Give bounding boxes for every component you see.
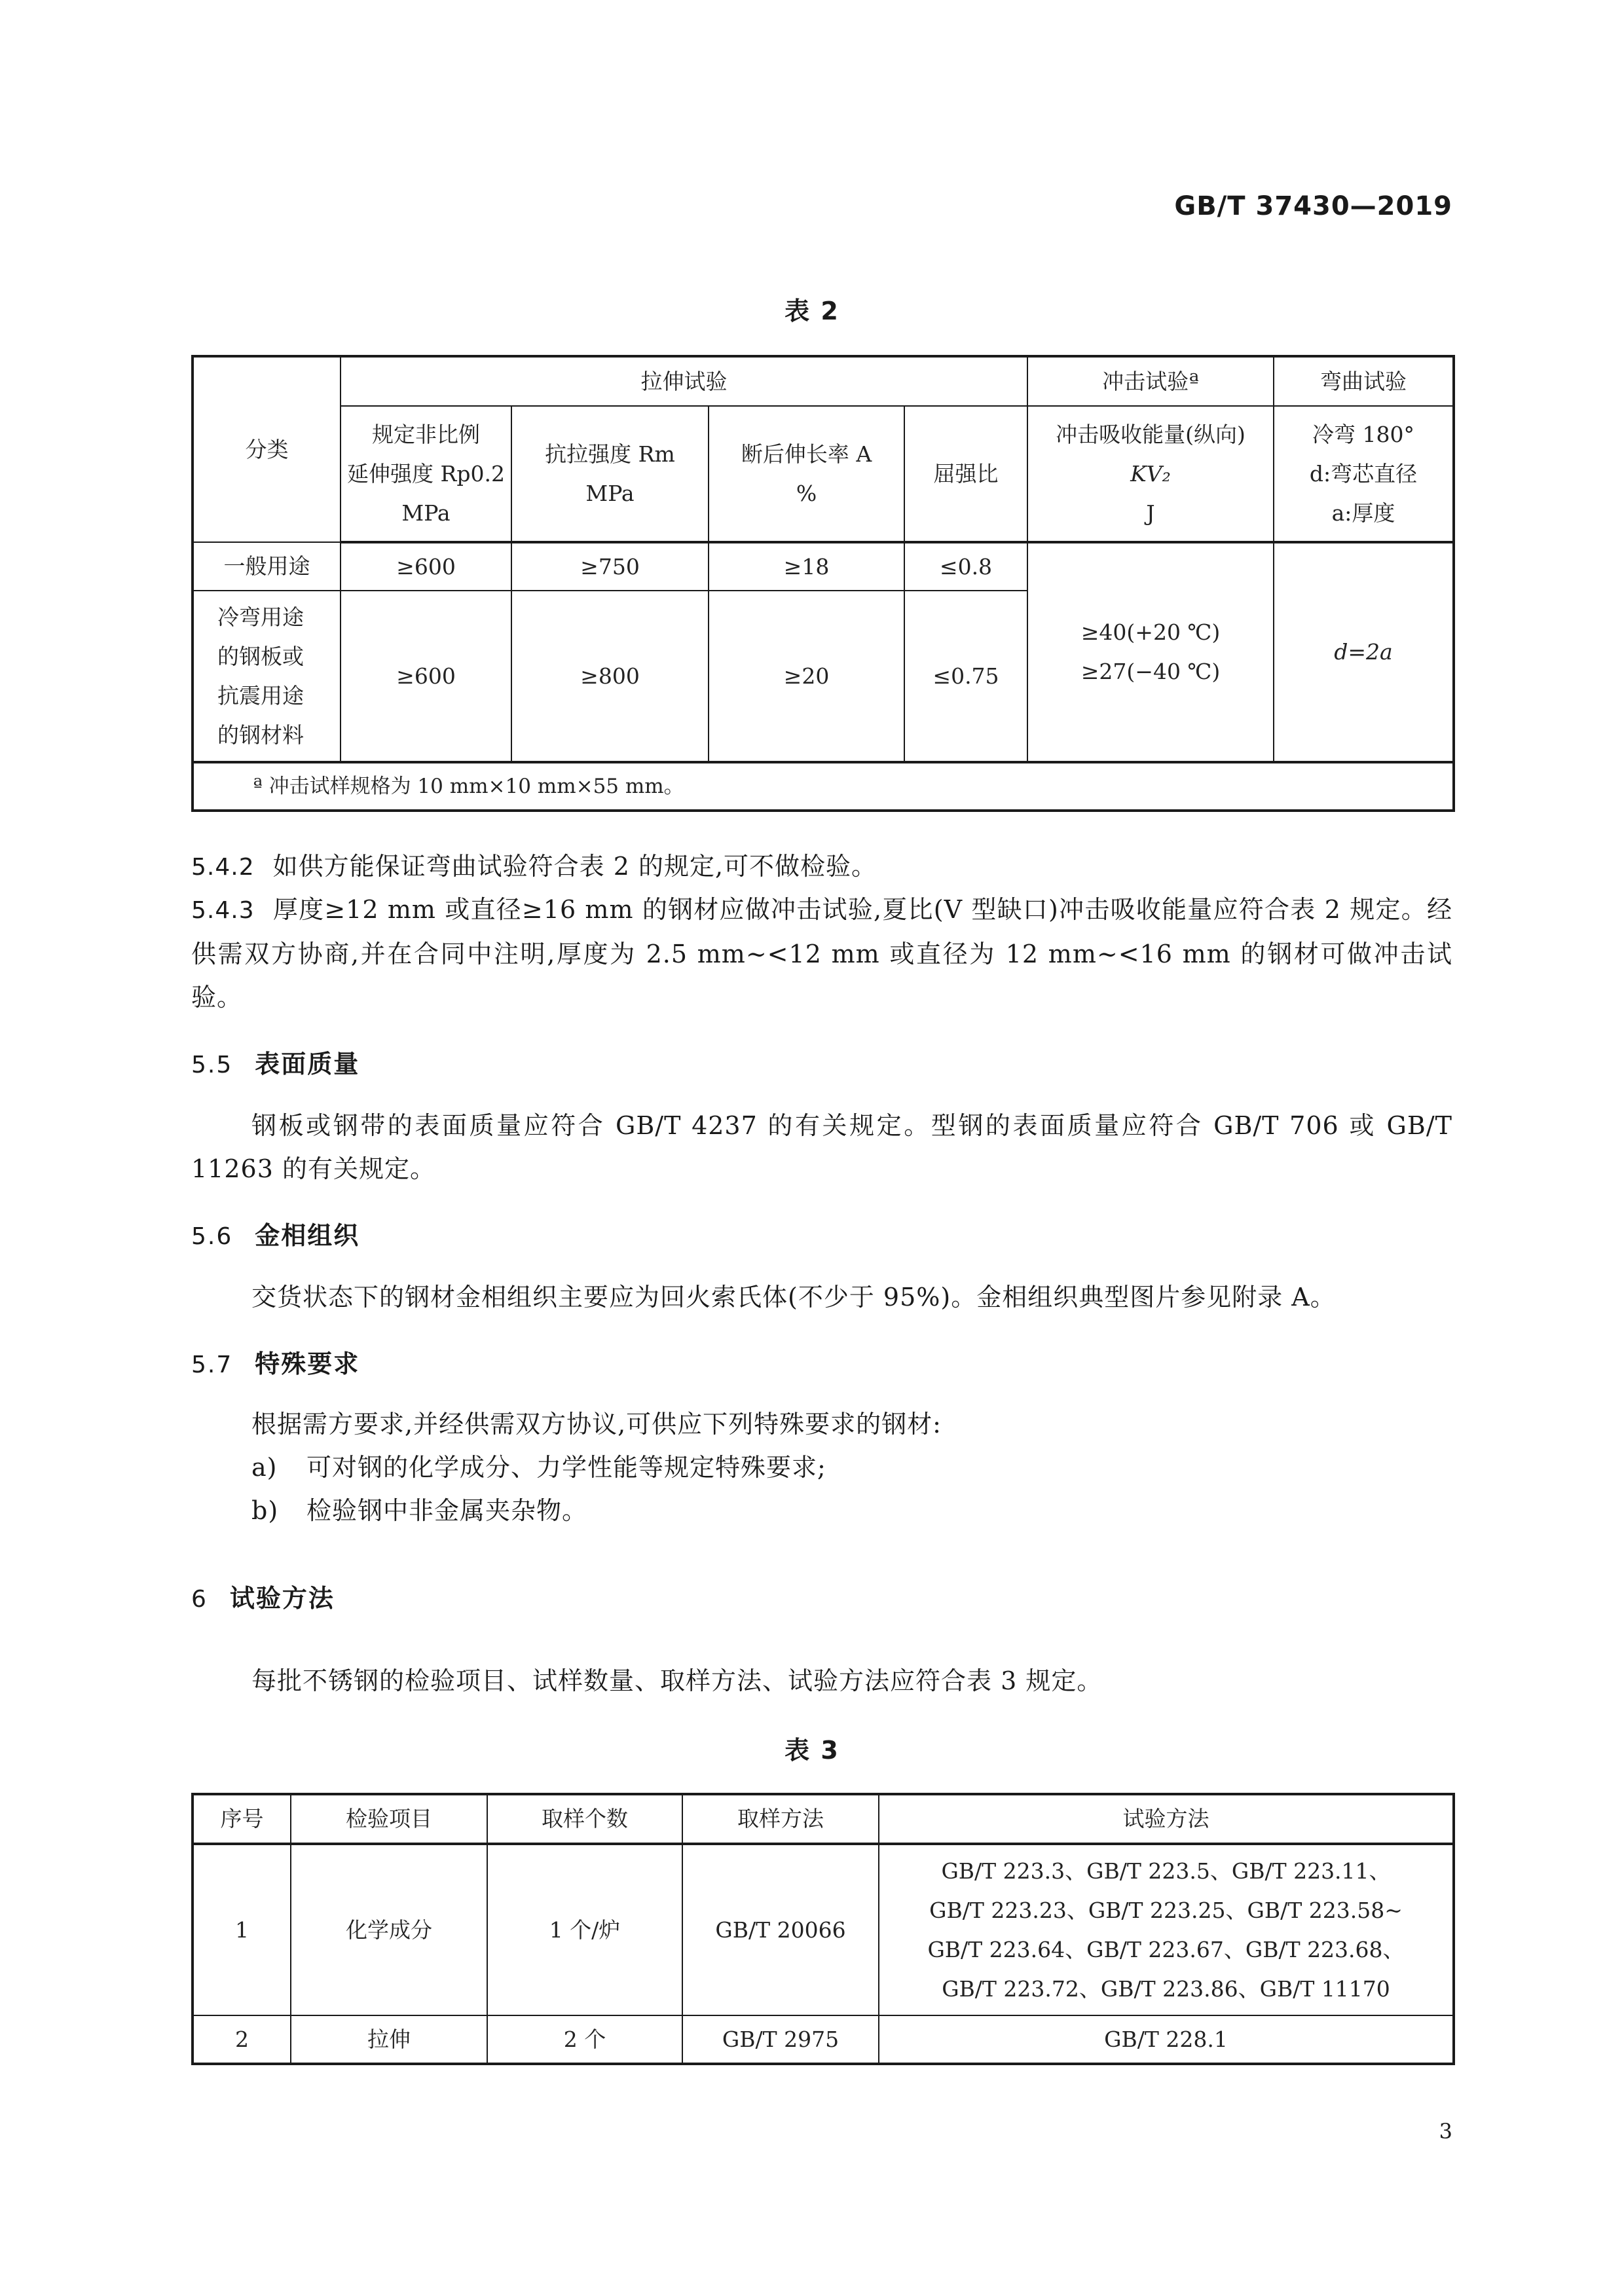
row2-category-line1: 冷弯用途: [217, 604, 304, 630]
row2-no: 2: [193, 2015, 291, 2064]
section-title: 表面质量: [255, 1050, 360, 1078]
list-text: 可对钢的化学成分、力学性能等规定特殊要求;: [306, 1453, 826, 1482]
clause-5-4-2: [191, 845, 1452, 889]
method-line: GB/T 223.64、GB/T 223.67、GB/T 223.68、: [927, 1936, 1405, 1962]
table-row: [193, 2015, 1454, 2064]
row2-count: 2 个: [487, 2015, 682, 2064]
table3-caption: 表 3: [784, 1736, 840, 1765]
table3-header-sampling: 取样方法: [682, 1794, 879, 1844]
bend-line1: 冷弯 180°: [1312, 421, 1414, 447]
table2-header-elongation: [709, 406, 904, 542]
elongation-unit: %: [796, 480, 817, 506]
standard-code: GB/T 37430—2019: [1174, 191, 1452, 221]
row1-category: 一般用途: [193, 542, 341, 591]
row2-item: 拉伸: [291, 2015, 487, 2064]
elongation-line1: 断后伸长率 A: [741, 441, 872, 467]
section-5-7-text: 根据需方要求,并经供需双方协议,可供应下列特殊要求的钢材:: [251, 1410, 942, 1439]
row2-elongation: ≥20: [709, 591, 904, 762]
row2-yield-ratio: ≤0.75: [904, 591, 1027, 762]
clause-text: 如供方能保证弯曲试验符合表 2 的规定,可不做检验。: [272, 852, 877, 881]
section-5-6-text: 交货状态下的钢材金相组织主要应为回火索氏体(不少于 95%)。金相组织典型图片参见附录 A。: [251, 1283, 1336, 1312]
list-item: [251, 1489, 1452, 1532]
row1-methods: [879, 1844, 1454, 2015]
method-line: GB/T 223.72、GB/T 223.86、GB/T 11170: [942, 1975, 1390, 2002]
section-title: 金相组织: [255, 1221, 360, 1250]
row1-tensile-strength: ≥750: [511, 542, 709, 591]
table2-header-tensile-strength: [511, 406, 709, 542]
table2-header-yield-strength: [341, 406, 511, 542]
row1-count: 1 个/炉: [487, 1844, 682, 2015]
section-5-6-heading: [191, 1215, 360, 1251]
impact-energy-line1: 冲击吸收能量(纵向): [1056, 421, 1246, 447]
table2-header-yield-ratio: 屈强比: [904, 406, 1027, 542]
table2-header-bend-spec: [1274, 406, 1454, 542]
section-5-5-text: 钢板或钢带的表面质量应符合 GB/T 4237 的有关规定。型钢的表面质量应符合 GB/T 706 或 GB/T 11263 的有关规定。: [191, 1111, 1452, 1183]
section-title: 特殊要求: [255, 1349, 360, 1378]
row2-methods: GB/T 228.1: [879, 2015, 1454, 2064]
clause-text: 厚度≥12 mm 或直径≥16 mm 的钢材应做冲击试验,夏比(V 型缺口)冲击吸收能量应符合表 2 规定。经供需双方协商,并在合同中注明,厚度为 2.5 mm~<12 mm 或直径为 12 mm~<16 mm 的钢材可做冲击试验。: [191, 895, 1452, 1012]
section-number: 5.6: [191, 1223, 233, 1250]
list-item: [251, 1446, 1452, 1489]
table2-header-impact-energy: [1027, 406, 1274, 542]
table2-header-impact: 冲击试验ª: [1027, 356, 1274, 406]
section-6-heading: [191, 1578, 335, 1614]
section-5-5-heading: [191, 1044, 360, 1080]
impact-energy-symbol: KV₂: [1130, 460, 1171, 487]
section-number: 6: [191, 1586, 208, 1613]
row2-sampling: GB/T 2975: [682, 2015, 879, 2064]
table2-header-category: 分类: [193, 356, 341, 542]
bend-value: d=2a: [1274, 542, 1454, 762]
section-5-7-heading: [191, 1344, 360, 1380]
section-number: 5.5: [191, 1052, 233, 1078]
tensile-strength-line1: 抗拉强度 Rm: [545, 441, 675, 467]
clause-5-4-3: [191, 888, 1452, 1019]
tensile-strength-unit: MPa: [585, 480, 635, 506]
table3-header-method: 试验方法: [879, 1794, 1454, 1844]
row2-category-line3: 抗震用途: [217, 682, 304, 708]
impact-energy-unit: J: [1146, 500, 1155, 526]
table2-header-bend: 弯曲试验: [1274, 356, 1454, 406]
row2-category: [193, 591, 341, 762]
table2-header-tensile: 拉伸试验: [341, 356, 1027, 406]
list-marker: a): [251, 1453, 278, 1482]
list-marker: b): [251, 1496, 279, 1525]
table3-header-count: 取样个数: [487, 1794, 682, 1844]
bend-line3: a:厚度: [1331, 500, 1395, 526]
table-row: [193, 542, 1454, 591]
yield-strength-line1: 规定非比例: [372, 421, 480, 447]
row2-tensile-strength: ≥800: [511, 591, 709, 762]
list-text: 检验钢中非金属夹杂物。: [306, 1496, 588, 1525]
page-number: 3: [1439, 2119, 1452, 2144]
table2: [191, 355, 1455, 812]
table3-header-no: 序号: [193, 1794, 291, 1844]
section-number: 5.7: [191, 1351, 233, 1378]
table2-caption: 表 2: [784, 297, 840, 325]
row1-sampling: GB/T 20066: [682, 1844, 879, 2015]
impact-value-room: ≥40(+20 ℃): [1080, 619, 1221, 645]
clause-number: 5.4.2: [191, 854, 255, 881]
yield-strength-unit: MPa: [401, 500, 451, 526]
bend-line2: d:弯芯直径: [1309, 460, 1418, 487]
row2-yield-strength: ≥600: [341, 591, 511, 762]
row1-yield-strength: ≥600: [341, 542, 511, 591]
table3: [191, 1793, 1455, 2065]
yield-strength-line2: 延伸强度 Rp0.2: [347, 460, 505, 487]
row1-elongation: ≥18: [709, 542, 904, 591]
impact-value-cold: ≥27(−40 ℃): [1080, 659, 1221, 684]
clause-number: 5.4.3: [191, 897, 255, 924]
method-line: GB/T 223.3、GB/T 223.5、GB/T 223.11、: [941, 1858, 1391, 1884]
table3-header-item: 检验项目: [291, 1794, 487, 1844]
row2-category-line2: 的钢板或: [217, 643, 304, 669]
table-row: [193, 1844, 1454, 2015]
row1-no: 1: [193, 1844, 291, 2015]
impact-values: [1027, 542, 1274, 762]
method-line: GB/T 223.23、GB/T 223.25、GB/T 223.58~: [929, 1897, 1403, 1923]
section-6-text: 每批不锈钢的检验项目、试样数量、取样方法、试验方法应符合表 3 规定。: [251, 1666, 1103, 1695]
row1-item: 化学成分: [291, 1844, 487, 2015]
row1-yield-ratio: ≤0.8: [904, 542, 1027, 591]
section-title: 试验方法: [229, 1584, 335, 1613]
table2-footnote: ª 冲击试样规格为 10 mm×10 mm×55 mm。: [193, 762, 1454, 811]
row2-category-line4: 的钢材料: [217, 722, 304, 748]
